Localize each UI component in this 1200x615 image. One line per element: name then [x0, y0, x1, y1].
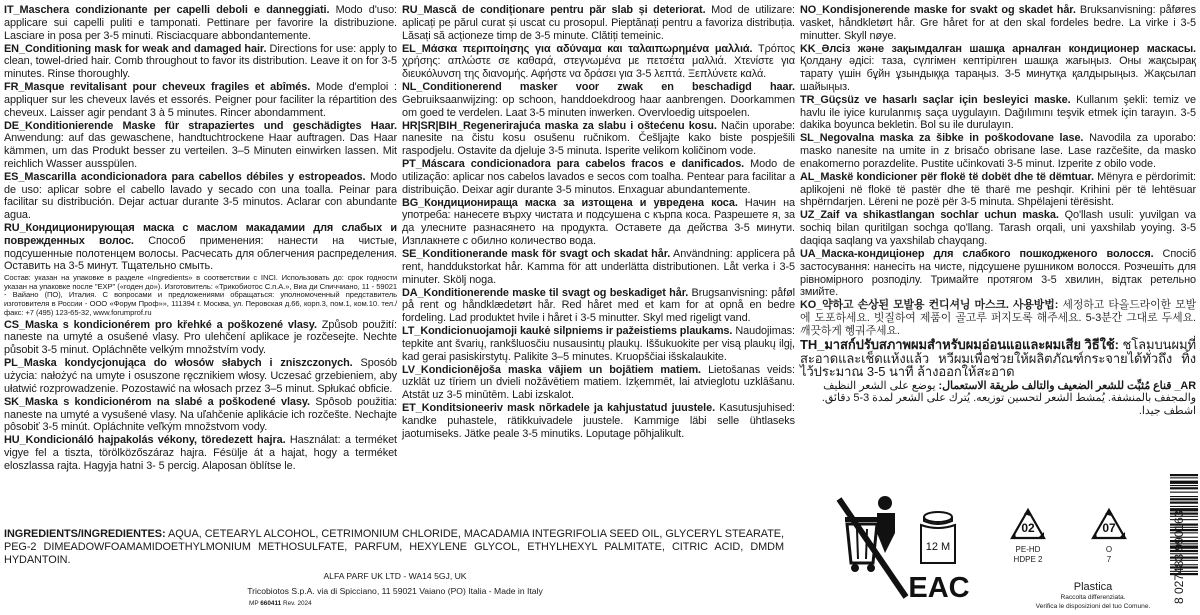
- plastica-note-2: Verifica le disposizioni del tuo Comune.: [1035, 603, 1151, 610]
- section-text: Modo de utilização: aplicar nos cabelos lavados e secos com toalha. Pentear para facilitar a distribuição. Deixar agir durante 3-5 minutos. Enxaguar abundantemente.: [402, 158, 795, 196]
- language-section: [4, 171, 397, 222]
- language-section: [4, 396, 397, 434]
- section-text: Mod de utilizare: aplicați pe părul curat și uscat cu prosopul. Pieptănați pentru a favoriza distribuția. Lăsați să acționeze timp de 3-5 minute. Clătiți temeinic.: [402, 4, 795, 42]
- language-section: [4, 81, 397, 119]
- section-heading: SE_Konditionerande mask för svagt och skadat hår.: [402, 248, 671, 261]
- section-text: Состав: указан на упаковке в разделе «Ingredients» в соответствии с INCI. Использовать до: срок годности указан на упаковке после "EXP" («годен до»). Изготовитель: «Трикобиотос С.п.А.», Виа ди Спиччиано, 11 - 59021 - Вайано (ПО), Италия. С вопросами и предложениями обращаться: уполномоченный представитель изготовителя в России - ООО «Форум Проф»», 111394 г. Москва, ул. Перовская д.66, корп.3, пом.1, ком.10. тел./факс: +7 (495) 123-65-32, www.forumprof.ru: [4, 272, 397, 317]
- section-heading: TH_มาสก์ปรับสภาพผมสำหรับผมอ่อนแอและผมเสีย วิธีใช้:: [800, 336, 1119, 352]
- section-text: Spôsob použitia: naneste na umyté a vysušené vlasy. Na uľahčenie aplikácie ich rozčešte. Nechajte pôsobiť 3-5 minút. Opláchnite veľkým množstvom vody.: [4, 395, 397, 434]
- section-text: Қолдану әдісі: таза, сүлгімен кептірілген шашқа жағыңыз. Оны жақсырақ тарату үшін бұйн ұзындыққа тараңыз. 3-5 минутқа қалдырыңыз. Жақсылап шайыңыз.: [800, 55, 1196, 93]
- section-heading: LV_Kondicionējoša maska vājiem un bojātiem matiem.: [402, 363, 702, 376]
- language-section: [402, 197, 795, 248]
- language-section: [402, 4, 795, 42]
- section-heading: HU_Kondicionáló hajpakolás vékony, töredezett hajra.: [4, 434, 286, 447]
- section-text: Τρόπος χρήσης: απλώστε σε καθαρά, στεγνωμένα με πετσέτα μαλλιά. Χτενίστε για διευκόλυνση της διανομής. Αφήστε να δράσει για 3-5 λεπτά. Ξεπλύνετε καλά.: [402, 42, 795, 81]
- language-section: [402, 364, 795, 402]
- recycle-other-number: 07: [1102, 521, 1116, 535]
- recycle-pehd-icon: [1010, 508, 1046, 542]
- language-section: [402, 158, 795, 196]
- language-section: [4, 222, 397, 273]
- recycle-pehd-sub: HDPE 2: [1013, 555, 1043, 564]
- section-heading: ET_Konditsioneeriv mask nõrkadele ja kahjustatud juustele.: [402, 402, 716, 415]
- section-text: Brugsanvisning: påføl på rent og håndklædetørt hår. Red håret med et kam for at opnå en bedre fordeling. Lad produktet hvile i håret i 3-5 minutter. Skyl med rigeligt vand.: [402, 286, 795, 325]
- section-heading: TR_Güçsüz ve hasarlı saçlar için besleyici maske.: [800, 93, 1071, 106]
- section-text: Kullanım şekli: temiz ve havlu ile iyice kurulanmış saça uygulayın. Dağılımını teşvik etmek için tarayın. 3-5 dakika boyunca bekletin. Bol su ile durulayın.: [800, 93, 1196, 132]
- section-heading: HR|SR|BIH_Regenerirajuća maska za slabu i oštećenu kosu.: [402, 119, 717, 132]
- language-section: [4, 319, 397, 357]
- trash-bin-icon: [835, 493, 910, 603]
- section-heading: NL_Conditionerend masker voor zwak en beschadigd haar.: [402, 81, 795, 94]
- section-text: Mënyra e përdorimit: aplikojeni në flokë të pastër dhe të tharë me peshqir. Krihini për të lehtësuar shpërndarjen. Lëreni ne pozë për 3-5 minuta. Shpëlajeni tërësisht.: [800, 170, 1197, 209]
- section-text: Sposób użycia: nałożyć na umyte i osuszone ręcznikiem włosy. Uczesać grzebieniem, aby ułatwić rozprowadzenie. Pozostawić na włosach przez 3–5 minut. Spłukać obficie.: [4, 357, 397, 395]
- language-section: [800, 43, 1196, 94]
- section-text: 세정하고 타올드라이한 모발에 도포하세요. 빗질하여 제품이 골고루 퍼지도록 해주세요. 5-3분간 그대로 두세요. 깨끗하게 헹궈주세요.: [800, 299, 1197, 337]
- language-section: [800, 209, 1196, 247]
- section-text: Način uporabe: nanesite na čistu kosu osušenu ručnikom. Češljajte kako biste pospješili raspodjelu. Ostavite da djeluje 3-5 minuta. Isperite velikom količinom vode.: [402, 119, 795, 158]
- section-text: Directions for use: apply to clean, towel-dried hair. Comb throughout to favor its distribution. Leave it on for 3-5 minutes. Rinse thoroughly.: [4, 42, 397, 81]
- section-text: Lietošanas veids: uzklāt uz tīriem un dvieli nožāvētiem matiem. Izķemmēt, lai atvieglotu uzklāšanu. Atstāt uz 3-5 minūtēm. Labi izskalot.: [402, 363, 795, 402]
- language-section: [402, 325, 795, 363]
- section-text: Modo de uso: aplicar sobre el cabello lavado y secado con una toalla. Peinar para facilitar su distribución. Dejar actuar durante 3-5 minutos. Aclarar con abundante agua.: [4, 170, 397, 222]
- language-section: [4, 43, 397, 81]
- distributor-address: ALFA PARF UK LTD - WA14 5GJ, UK: [323, 571, 467, 581]
- section-text: Bruksanvisning: påføres vasket, håndkletørt hår. Gre håret for at den skal fordeles bedre. La virke i 3-5 minutter. Skyll nøye.: [800, 4, 1196, 42]
- section-text: Naudojimas: tepkite ant švarių, rankšluosčiu nusausintų plaukų. Iššukuokite per visą plaukų ilgį, kad gerai pasiskirstytų. Palikite 3–5 minutes. Kruopščiai išskalaukite.: [402, 325, 795, 363]
- section-text: Használat: a terméket vigye fel a tiszta, törölközőszáraz hajra. Fésülje át a hajat, hogy a terméket eloszlassa rajta. Hagyja hatni 3- 5 percig. Alaposan öblítse le.: [4, 434, 397, 472]
- language-section: [800, 338, 1196, 379]
- language-section: [4, 274, 397, 318]
- section-heading: KK_Әлсіз және зақымдалған шашқа арналған кондиционер маскасы.: [800, 42, 1196, 55]
- plastica-note-1: Raccolta differenziata.: [1060, 594, 1126, 601]
- section-heading: KO_약하고 손상된 모발용 컨디셔닝 마스크. 사용방법:: [800, 299, 1059, 312]
- language-section: [4, 357, 397, 395]
- language-section: [4, 4, 397, 42]
- section-text: Начин на употреба: нанесете върху чистата и подсушена с кърпа коса. Разрешете я, за да улесните разнасянето на продукта. Оставете да действа 3-5 минути. Изплакнете с обилно количество вода.: [402, 196, 796, 247]
- section-heading: NO_Kondisjonerende maske for svakt og skadet hår.: [800, 4, 1076, 16]
- section-heading: AL_Maskë kondicioner për flokë të dobët dhe të dëmtuar.: [800, 170, 1094, 183]
- text-column-2: [402, 4, 795, 524]
- section-text: Gebruiksaanwijzing: op schoon, handdoekdroog haar aanbrengen. Doorkammen om goed te verdelen. Laat 3-5 minuten inwerken. Overvloedig uitspoelen.: [402, 93, 795, 119]
- section-heading: IT_Maschera condizionante per capelli deboli e danneggiati.: [4, 4, 330, 16]
- language-section: [402, 120, 795, 158]
- section-text: Способ применения: нанести на чистые, подсушенные полотенцем волосы. Расчесать для облегчения распределения. Оставить на 3-5 минут. Тщательно смыть.: [4, 234, 397, 273]
- recycle-other-code: O: [1105, 545, 1113, 554]
- language-section: [800, 132, 1196, 170]
- language-section: [402, 248, 795, 286]
- language-section: [800, 171, 1196, 209]
- barcode-digits: 8 027483 990163: [1172, 510, 1186, 604]
- eac-mark-icon: [908, 570, 970, 604]
- product-reference: [249, 600, 312, 607]
- section-text: Mode d'emploi : appliquer sur les cheveux lavés et essorés. Peigner pour faciliter la répartition des cheveux. Laisser agir pendant 3 à 5 minutes. Rincer abondamment.: [4, 81, 397, 119]
- language-section: [4, 120, 397, 171]
- recycle-pehd-code: PE-HD: [1015, 545, 1041, 554]
- text-column-1: [4, 4, 397, 524]
- ingredients-block: [4, 528, 784, 567]
- ingredients-text: AQUA, CETEARYL ALCOHOL, CETRIMONIUM CHLORIDE, MACADAMIA INTEGRIFOLIA SEED OIL, GLYCERYL STEARATE, PEG-2 DIMEADOWFOAMAMIDOETHYLMONIUM METHOSULFATE, PARFUM, HEXYLENE GLYCOL, ETHYLHEXYL PALMITATE, CITRIC ACID, DMDM HYDANTOIN.: [4, 528, 784, 566]
- section-heading: LT_Kondicionuojamoji kaukė silpniems ir pažeistiems plaukams.: [402, 325, 733, 338]
- pao-text: 12 M: [925, 541, 951, 553]
- section-heading: SL_Negovalna maska za šibke in poškodovane lase.: [800, 132, 1084, 145]
- plastica-label: Plastica: [1073, 581, 1113, 593]
- section-heading: PL_Maska kondycjonująca do włosów słabych i zniszczonych.: [4, 357, 353, 370]
- language-section: [800, 248, 1196, 299]
- section-text: Navodila za uporabo: masko nanesite na umite in z brisačo obrisane lase. Lase razčešite, da masko enakomerno porazdelite. Pustite učinkovati 3-5 minut. Izperite z obilo vode.: [800, 132, 1196, 170]
- ref-revision: Rev. 2024: [281, 600, 312, 607]
- language-section: [4, 434, 397, 472]
- section-heading: UA_Маска-кондиціонер для слабкого пошкодженого волосся.: [800, 248, 1154, 261]
- section-heading: ES_Mascarilla acondicionadora para cabellos débiles y estropeados.: [4, 170, 366, 183]
- language-section: [402, 402, 795, 440]
- section-text: يوضع على الشعر النظيف والمجفف بالمنشفة. يُمشط الشعر لتحسين توزيعه. يُترك على الشعر لمدة 3-5 دقائق. اشطف جيدا.: [821, 379, 1196, 418]
- language-section: [800, 299, 1196, 337]
- recycle-pehd-number: 02: [1021, 521, 1035, 535]
- language-section: [402, 81, 795, 119]
- section-heading: SK_Maska s kondicionérom na slabé a poškodené vlasy.: [4, 395, 310, 408]
- language-section: [800, 380, 1196, 418]
- section-text: Qo'llash usuli: yuvilgan va sochiq bilan quritilgan sochga qo'llang. Tarash orqali, uni yaxshilab yoying. 3-5 daqiqa saqlang va yaxshilab chayqang.: [800, 209, 1196, 247]
- section-heading: DE_Konditionierende Maske für strapaziertes und geschädigtes Haar.: [4, 119, 397, 132]
- text-column-3: [800, 4, 1196, 524]
- pao-jar-icon: [917, 507, 959, 567]
- ref-label: MP: [249, 600, 261, 607]
- section-text: Způsob použití: naneste na umyté a osušené vlasy. Pro ulehčení aplikace je rozčesejte. Nechte působit 3-5 minut. Opláchněte velkým množstvím vody.: [4, 318, 397, 357]
- section-heading: AR_ قناع مُثبِّت للشعر الضعيف والتالف طريقة الاستعمال:: [938, 379, 1196, 392]
- language-section: [402, 43, 795, 81]
- ref-code: 660411: [260, 600, 282, 607]
- section-text: Спосіб застосування: нанесіть на чисте, підсушене рушником волосся. Розчешіть для рівномірного розподілу. Тримайте протягом 3-5 хвилин, відтак ретельно змийте.: [800, 248, 1196, 299]
- section-heading: PT_Máscara condicionadora para cabelos fracos e danificados.: [402, 158, 745, 171]
- section-text: Anwendung: auf das gewaschene, handtuchtrockene Haar auftragen. Das Haar kämmen, um das Produkt besser zu verteilen. 3–5 Minuten einwirken lassen. Mit reichlich Wasser ausspülen.: [4, 132, 397, 170]
- section-text: ชโลมบนผมที่สะอาดและเช็ดแห้งแล้ว หวีผมเพื่อช่วยให้ผลิตภัณฑ์กระจายได้ทั่วถึง ทิ้งไว้ประมาณ 3-5 นาที ล้างออกให้สะอาด: [800, 336, 1196, 380]
- section-heading: RU_Mască de condiționare pentru păr slab și deteriorat.: [402, 4, 706, 16]
- section-heading: EN_Conditioning mask for weak and damaged hair.: [4, 42, 267, 55]
- language-section: [800, 94, 1196, 132]
- language-section: [402, 287, 795, 325]
- language-section: [800, 4, 1196, 42]
- ingredients-label: INGREDIENTS/INGREDIENTES:: [4, 528, 166, 540]
- section-heading: UZ_Zaif va shikastlangan sochlar uchun maska.: [800, 209, 1059, 222]
- section-heading: BG_Кондициониращa маска за изтощена и увредена коса.: [402, 196, 738, 209]
- section-text: Modo d'uso: applicare sui capelli puliti e tamponati. Pettinare per favorire la distribuzione. Lasciare in posa per 3-5 minuti. Risciacquare abbondantemente.: [4, 4, 397, 42]
- section-heading: EL_Μάσκα περιποίησης για αδύναμα και ταλαιπωρημένα μαλλιά.: [402, 42, 753, 55]
- section-text: Kasutusjuhised: kandke puhastele, rätikkuivadele juustele. Kammige läbi selle ühtlaseks jaotumiseks. Jätke peale 3-5 minutiks. Loputage põhjalikult.: [402, 402, 795, 440]
- section-heading: DA_Konditionerende maske til svagt og beskadiget hår.: [402, 286, 689, 299]
- manufacturer-address: Tricobiotos S.p.A. via di Spicciano, 11 59021 Vaiano (PO) Italia - Made in Italy: [247, 586, 543, 596]
- section-heading: FR_Masque revitalisant pour cheveux fragiles et abîmés.: [4, 81, 311, 94]
- eac-text: EAC: [908, 572, 970, 604]
- section-heading: RU_Кондиционирующая маска с маслом макадамии для слабых и поврежденных волос.: [4, 222, 397, 247]
- section-heading: CS_Maska s kondicionérem pro křehké a poškozené vlasy.: [4, 318, 317, 331]
- recycle-other-icon: [1091, 508, 1127, 542]
- recycle-other-sub: 7: [1106, 555, 1112, 564]
- section-text: Användning: applicera på rent, handdukstorkat hår. Kamma för att underlätta distributionen. Låt verka i 3-5 minuter. Skölj noga.: [402, 248, 795, 286]
